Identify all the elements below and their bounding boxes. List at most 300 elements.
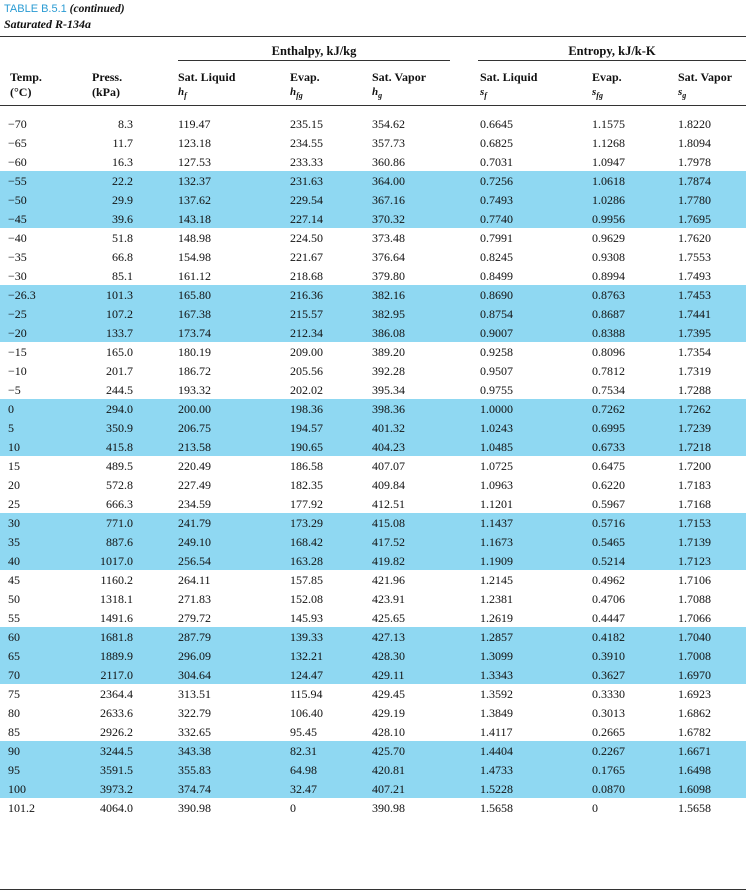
cell-sfg: 0.3330 <box>592 687 625 701</box>
column-header-label: Sat. Vapor <box>372 70 427 84</box>
cell-sfg: 0.4447 <box>592 611 625 625</box>
cell-sfg: 0.4706 <box>592 592 625 606</box>
cell-sg: 1.7153 <box>678 516 711 530</box>
cell-hf: 313.51 <box>178 687 211 701</box>
cell-press: 201.7 <box>106 364 133 378</box>
cell-hg: 417.52 <box>372 535 405 549</box>
cell-temp: 35 <box>8 535 20 549</box>
cell-hfg: 139.33 <box>290 630 323 644</box>
cell-sf: 0.7740 <box>480 212 513 226</box>
column-header-hfg <box>290 70 320 103</box>
cell-sfg: 0.3910 <box>592 649 625 663</box>
table-row <box>0 494 746 513</box>
cell-hg: 401.32 <box>372 421 405 435</box>
table-row <box>0 190 746 209</box>
cell-temp: 50 <box>8 592 20 606</box>
cell-hfg: 215.57 <box>290 307 323 321</box>
cell-sf: 1.2619 <box>480 611 513 625</box>
cell-press: 85.1 <box>112 269 133 283</box>
cell-hfg: 132.21 <box>290 649 323 663</box>
cell-hfg: 145.93 <box>290 611 323 625</box>
cell-hf: 148.98 <box>178 231 211 245</box>
cell-hg: 407.07 <box>372 459 405 473</box>
cell-sg: 1.7620 <box>678 231 711 245</box>
table-row <box>0 380 746 399</box>
cell-temp: −30 <box>8 269 27 283</box>
cell-sf: 0.8499 <box>480 269 513 283</box>
column-header-temp <box>10 70 42 100</box>
cell-sfg: 0.6733 <box>592 440 625 454</box>
cell-sg: 1.5658 <box>678 801 711 815</box>
column-header-unit: $s_{fg}$ <box>592 86 603 101</box>
cell-sfg: 0.1765 <box>592 763 625 777</box>
cell-sg: 1.6098 <box>678 782 711 796</box>
cell-sf: 1.0963 <box>480 478 513 492</box>
table-row <box>0 418 746 437</box>
cell-sf: 1.3592 <box>480 687 513 701</box>
cell-sf: 0.8245 <box>480 250 513 264</box>
cell-temp: 60 <box>8 630 20 644</box>
cell-hf: 173.74 <box>178 326 211 340</box>
table-row <box>0 209 746 228</box>
table-row <box>0 247 746 266</box>
column-header-label: Sat. Liquid <box>480 70 538 84</box>
cell-sfg: 0.5214 <box>592 554 625 568</box>
table-number: TABLE B.5.1 <box>4 3 67 15</box>
cell-temp: 55 <box>8 611 20 625</box>
cell-press: 133.7 <box>106 326 133 340</box>
table-row <box>0 285 746 304</box>
cell-hg: 412.51 <box>372 497 405 511</box>
cell-sfg: 0.5967 <box>592 497 625 511</box>
cell-sg: 1.6498 <box>678 763 711 777</box>
cell-hf: 271.83 <box>178 592 211 606</box>
cell-hg: 420.81 <box>372 763 405 777</box>
cell-temp: 100 <box>8 782 26 796</box>
cell-hg: 367.16 <box>372 193 405 207</box>
cell-hfg: 115.94 <box>290 687 323 701</box>
column-header-sf <box>480 70 537 103</box>
table-row <box>0 323 746 342</box>
table-row <box>0 665 746 684</box>
cell-hg: 407.21 <box>372 782 405 796</box>
cell-temp: −40 <box>8 231 27 245</box>
column-header-unit: $h_f$ <box>178 86 187 101</box>
table-row <box>0 589 746 608</box>
cell-sfg: 0.9629 <box>592 231 625 245</box>
cell-sg: 1.7088 <box>678 592 711 606</box>
cell-hg: 389.20 <box>372 345 405 359</box>
cell-sf: 0.7256 <box>480 174 513 188</box>
cell-temp: 10 <box>8 440 20 454</box>
table-row <box>0 228 746 247</box>
cell-press: 4064.0 <box>100 801 133 815</box>
cell-press: 2364.4 <box>100 687 133 701</box>
cell-sfg: 1.0618 <box>592 174 625 188</box>
table-row <box>0 513 746 532</box>
cell-hfg: 194.57 <box>290 421 323 435</box>
cell-hf: 220.49 <box>178 459 211 473</box>
cell-hg: 419.82 <box>372 554 405 568</box>
cell-sg: 1.7874 <box>678 174 711 188</box>
column-header-unit: $h_{fg}$ <box>290 86 303 101</box>
cell-press: 1491.6 <box>100 611 133 625</box>
cell-sfg: 0.2665 <box>592 725 625 739</box>
cell-hfg: 163.28 <box>290 554 323 568</box>
cell-sfg: 0.5465 <box>592 535 625 549</box>
cell-sfg: 0 <box>592 801 598 815</box>
cell-hf: 264.11 <box>178 573 211 587</box>
cell-hfg: 177.92 <box>290 497 323 511</box>
cell-sfg: 1.0286 <box>592 193 625 207</box>
table-row <box>0 114 746 133</box>
cell-temp: −5 <box>8 383 21 397</box>
cell-temp: 20 <box>8 478 20 492</box>
cell-sfg: 0.2267 <box>592 744 625 758</box>
table-row <box>0 399 746 418</box>
cell-sf: 1.5228 <box>480 782 513 796</box>
cell-press: 22.2 <box>112 174 133 188</box>
cell-sg: 1.7780 <box>678 193 711 207</box>
cell-hg: 398.36 <box>372 402 405 416</box>
cell-sfg: 0.9308 <box>592 250 625 264</box>
cell-temp: 80 <box>8 706 20 720</box>
cell-sg: 1.7978 <box>678 155 711 169</box>
cell-hf: 227.49 <box>178 478 211 492</box>
cell-sg: 1.7139 <box>678 535 711 549</box>
cell-hf: 206.75 <box>178 421 211 435</box>
cell-sg: 1.7200 <box>678 459 711 473</box>
cell-sf: 1.4733 <box>480 763 513 777</box>
cell-hfg: 229.54 <box>290 193 323 207</box>
column-header-unit: $s_g$ <box>678 86 687 101</box>
cell-hg: 428.30 <box>372 649 405 663</box>
column-header-label: Press. <box>92 70 123 84</box>
cell-press: 415.8 <box>106 440 133 454</box>
cell-temp: 101.2 <box>8 801 35 815</box>
cell-press: 1160.2 <box>100 573 133 587</box>
cell-sg: 1.7040 <box>678 630 711 644</box>
cell-sfg: 0.4962 <box>592 573 625 587</box>
cell-hg: 373.48 <box>372 231 405 245</box>
cell-hfg: 190.65 <box>290 440 323 454</box>
cell-hf: 132.37 <box>178 174 211 188</box>
cell-sfg: 0.8096 <box>592 345 625 359</box>
cell-press: 350.9 <box>106 421 133 435</box>
cell-temp: −45 <box>8 212 27 226</box>
cell-temp: −65 <box>8 136 27 150</box>
cell-hfg: 235.15 <box>290 117 323 131</box>
cell-hf: 332.65 <box>178 725 211 739</box>
cell-sfg: 0.7534 <box>592 383 625 397</box>
cell-hfg: 0 <box>290 801 296 815</box>
cell-sg: 1.6862 <box>678 706 711 720</box>
cell-hg: 428.10 <box>372 725 405 739</box>
cell-hf: 186.72 <box>178 364 211 378</box>
cell-sfg: 0.3627 <box>592 668 625 682</box>
cell-hfg: 95.45 <box>290 725 317 739</box>
cell-hfg: 221.67 <box>290 250 323 264</box>
cell-sfg: 0.0870 <box>592 782 625 796</box>
cell-sf: 1.3343 <box>480 668 513 682</box>
cell-sfg: 1.0947 <box>592 155 625 169</box>
cell-sg: 1.7106 <box>678 573 711 587</box>
cell-hg: 421.96 <box>372 573 405 587</box>
cell-sf: 1.2381 <box>480 592 513 606</box>
table-row <box>0 133 746 152</box>
table-row <box>0 722 746 741</box>
cell-temp: 75 <box>8 687 20 701</box>
cell-press: 165.0 <box>106 345 133 359</box>
cell-temp: −55 <box>8 174 27 188</box>
cell-sfg: 0.6475 <box>592 459 625 473</box>
cell-sg: 1.7453 <box>678 288 711 302</box>
cell-temp: −60 <box>8 155 27 169</box>
column-header-label: Evap. <box>290 70 320 84</box>
cell-sf: 0.6825 <box>480 136 513 150</box>
cell-sf: 1.3099 <box>480 649 513 663</box>
cell-hf: 390.98 <box>178 801 211 815</box>
cell-hfg: 216.36 <box>290 288 323 302</box>
cell-sfg: 1.1575 <box>592 117 625 131</box>
cell-temp: −26.3 <box>8 288 36 302</box>
cell-sg: 1.7262 <box>678 402 711 416</box>
table-row <box>0 684 746 703</box>
cell-hg: 425.65 <box>372 611 405 625</box>
cell-hf: 355.83 <box>178 763 211 777</box>
cell-hfg: 205.56 <box>290 364 323 378</box>
cell-sfg: 0.8388 <box>592 326 625 340</box>
continued-note: (continued) <box>69 3 125 15</box>
cell-sfg: 0.6995 <box>592 421 625 435</box>
cell-hfg: 224.50 <box>290 231 323 245</box>
cell-hg: 370.32 <box>372 212 405 226</box>
cell-sf: 0.8690 <box>480 288 513 302</box>
cell-sf: 1.1673 <box>480 535 513 549</box>
table-row <box>0 342 746 361</box>
cell-hfg: 82.31 <box>290 744 317 758</box>
cell-press: 572.8 <box>106 478 133 492</box>
cell-hfg: 186.58 <box>290 459 323 473</box>
cell-press: 3591.5 <box>100 763 133 777</box>
cell-sg: 1.7008 <box>678 649 711 663</box>
cell-sg: 1.7441 <box>678 307 711 321</box>
cell-sf: 1.5658 <box>480 801 513 815</box>
cell-hfg: 227.14 <box>290 212 323 226</box>
cell-sfg: 1.1268 <box>592 136 625 150</box>
cell-press: 16.3 <box>112 155 133 169</box>
cell-press: 1681.8 <box>100 630 133 644</box>
cell-sf: 1.1437 <box>480 516 513 530</box>
enthalpy-group-rule <box>178 60 450 61</box>
cell-sf: 0.8754 <box>480 307 513 321</box>
cell-press: 29.9 <box>112 193 133 207</box>
cell-sf: 1.0725 <box>480 459 513 473</box>
cell-sfg: 0.3013 <box>592 706 625 720</box>
cell-press: 51.8 <box>112 231 133 245</box>
cell-temp: 45 <box>8 573 20 587</box>
cell-sf: 0.7031 <box>480 155 513 169</box>
table-row <box>0 304 746 323</box>
cell-hf: 165.80 <box>178 288 211 302</box>
cell-sfg: 0.4182 <box>592 630 625 644</box>
cell-sf: 1.0485 <box>480 440 513 454</box>
cell-press: 1017.0 <box>100 554 133 568</box>
cell-temp: 95 <box>8 763 20 777</box>
cell-sf: 0.6645 <box>480 117 513 131</box>
cell-temp: 5 <box>8 421 14 435</box>
cell-hg: 395.34 <box>372 383 405 397</box>
cell-temp: 25 <box>8 497 20 511</box>
cell-hg: 423.91 <box>372 592 405 606</box>
table-caption <box>4 2 125 16</box>
cell-hf: 119.47 <box>178 117 211 131</box>
cell-press: 11.7 <box>112 136 133 150</box>
column-header-label: Evap. <box>592 70 622 84</box>
column-header-unit: (kPa) <box>92 85 120 99</box>
cell-hg: 376.64 <box>372 250 405 264</box>
cell-hf: 296.09 <box>178 649 211 663</box>
cell-sf: 1.0243 <box>480 421 513 435</box>
cell-temp: −50 <box>8 193 27 207</box>
cell-sf: 0.7991 <box>480 231 513 245</box>
cell-press: 3973.2 <box>100 782 133 796</box>
column-header-hf <box>178 70 235 103</box>
cell-sg: 1.7395 <box>678 326 711 340</box>
cell-hf: 143.18 <box>178 212 211 226</box>
cell-sg: 1.7553 <box>678 250 711 264</box>
column-header-press <box>92 70 122 100</box>
cell-hf: 127.53 <box>178 155 211 169</box>
cell-hfg: 209.00 <box>290 345 323 359</box>
cell-temp: −70 <box>8 117 27 131</box>
cell-sg: 1.7239 <box>678 421 711 435</box>
table-row <box>0 551 746 570</box>
cell-sf: 0.9007 <box>480 326 513 340</box>
entropy-group-header: Entropy, kJ/k-K <box>568 44 656 58</box>
cell-sf: 1.1201 <box>480 497 513 511</box>
cell-press: 3244.5 <box>100 744 133 758</box>
cell-hfg: 64.98 <box>290 763 317 777</box>
cell-sf: 0.9258 <box>480 345 513 359</box>
cell-hf: 161.12 <box>178 269 211 283</box>
bottom-rule <box>0 889 746 890</box>
cell-hf: 137.62 <box>178 193 211 207</box>
header-rule <box>0 105 746 106</box>
cell-hf: 234.59 <box>178 497 211 511</box>
cell-hg: 390.98 <box>372 801 405 815</box>
cell-press: 107.2 <box>106 307 133 321</box>
cell-press: 1889.9 <box>100 649 133 663</box>
cell-sg: 1.7168 <box>678 497 711 511</box>
cell-sfg: 0.7262 <box>592 402 625 416</box>
cell-hf: 374.74 <box>178 782 211 796</box>
table-row <box>0 456 746 475</box>
cell-hg: 404.23 <box>372 440 405 454</box>
cell-press: 294.0 <box>106 402 133 416</box>
cell-hf: 249.10 <box>178 535 211 549</box>
cell-temp: 15 <box>8 459 20 473</box>
cell-press: 244.5 <box>106 383 133 397</box>
cell-hf: 343.38 <box>178 744 211 758</box>
cell-temp: −10 <box>8 364 27 378</box>
cell-hfg: 198.36 <box>290 402 323 416</box>
cell-temp: −20 <box>8 326 27 340</box>
cell-press: 887.6 <box>106 535 133 549</box>
cell-sf: 0.9507 <box>480 364 513 378</box>
cell-hfg: 231.63 <box>290 174 323 188</box>
table-row <box>0 570 746 589</box>
cell-press: 101.3 <box>106 288 133 302</box>
cell-sg: 1.6782 <box>678 725 711 739</box>
cell-sfg: 0.7812 <box>592 364 625 378</box>
table-row <box>0 532 746 551</box>
cell-sg: 1.7288 <box>678 383 711 397</box>
cell-sfg: 0.8994 <box>592 269 625 283</box>
cell-sg: 1.6923 <box>678 687 711 701</box>
cell-sf: 0.7493 <box>480 193 513 207</box>
cell-hf: 322.79 <box>178 706 211 720</box>
cell-press: 489.5 <box>106 459 133 473</box>
cell-hfg: 212.34 <box>290 326 323 340</box>
cell-sg: 1.7695 <box>678 212 711 226</box>
cell-hf: 279.72 <box>178 611 211 625</box>
cell-hg: 409.84 <box>372 478 405 492</box>
cell-press: 8.3 <box>118 117 133 131</box>
cell-sf: 1.2145 <box>480 573 513 587</box>
cell-sg: 1.7218 <box>678 440 711 454</box>
table-row <box>0 152 746 171</box>
column-header-label: Sat. Liquid <box>178 70 236 84</box>
cell-sf: 1.4117 <box>480 725 513 739</box>
column-header-label: Sat. Vapor <box>678 70 733 84</box>
table-row <box>0 437 746 456</box>
table-row <box>0 741 746 760</box>
cell-press: 1318.1 <box>100 592 133 606</box>
cell-temp: 40 <box>8 554 20 568</box>
cell-sg: 1.7493 <box>678 269 711 283</box>
table-body <box>0 114 746 817</box>
cell-press: 2926.2 <box>100 725 133 739</box>
cell-hg: 364.00 <box>372 174 405 188</box>
cell-hfg: 233.33 <box>290 155 323 169</box>
cell-hf: 180.19 <box>178 345 211 359</box>
cell-temp: 65 <box>8 649 20 663</box>
cell-sf: 1.0000 <box>480 402 513 416</box>
cell-press: 771.0 <box>106 516 133 530</box>
entropy-group-rule <box>478 60 746 61</box>
table-row <box>0 171 746 190</box>
cell-hg: 360.86 <box>372 155 405 169</box>
table-row <box>0 760 746 779</box>
cell-hf: 287.79 <box>178 630 211 644</box>
column-header-label: Temp. <box>10 70 42 84</box>
column-header-unit: (°C) <box>10 85 32 99</box>
table-row <box>0 646 746 665</box>
cell-sfg: 0.5716 <box>592 516 625 530</box>
cell-hf: 241.79 <box>178 516 211 530</box>
cell-sf: 1.4404 <box>480 744 513 758</box>
cell-hfg: 218.68 <box>290 269 323 283</box>
cell-hg: 427.13 <box>372 630 405 644</box>
cell-hfg: 234.55 <box>290 136 323 150</box>
cell-hg: 382.95 <box>372 307 405 321</box>
cell-temp: 85 <box>8 725 20 739</box>
cell-sfg: 0.8687 <box>592 307 625 321</box>
cell-temp: 30 <box>8 516 20 530</box>
cell-hfg: 182.35 <box>290 478 323 492</box>
cell-sg: 1.8094 <box>678 136 711 150</box>
